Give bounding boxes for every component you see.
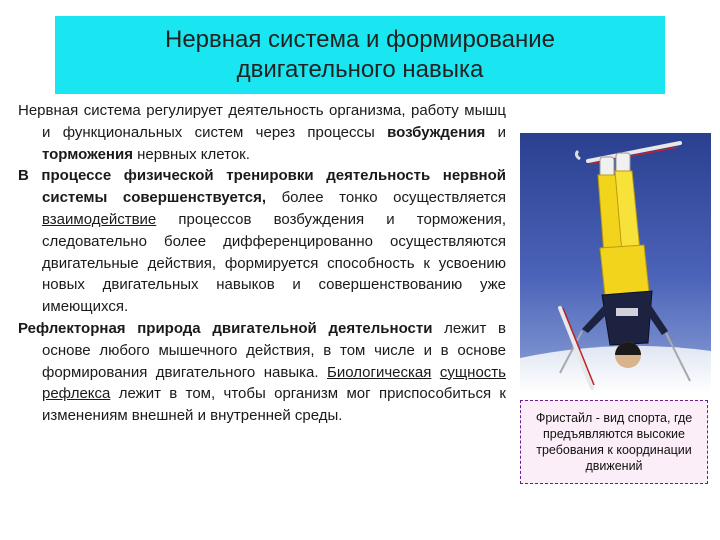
bold-run: Рефлекторная природа двигательной деятельности [18,319,433,337]
text-run: и [485,123,507,141]
slide-title [55,16,665,94]
title-line-1: Нервная система и формирование [165,26,555,53]
text-run: Нервная система регулирует деятельность организма, работу мышц и функциональных систем через процессы [18,102,506,141]
freestyle-skier-photo [520,133,711,393]
text-run: нервных клеток. [132,145,250,163]
text-run: процессов возбуждения и торможения, следовательно более дифференцированно осуществляются двигательные действия, формируется способность к усвоению новых двигательных навыков и совершенствованию уже имеющихся. [42,210,506,316]
text-run: лежит в том, чтобы организм мог приспособиться к изменениям внешней и внутренней среды. [42,385,506,425]
text-run: более тонко осуществляется [266,189,506,207]
term-biological: Биологическая [327,363,432,381]
term-reflex: рефлекса [42,385,111,403]
term-essence: сущность [439,363,506,381]
term-excitation: возбуждения [387,123,486,141]
paragraph-reflex [18,318,506,427]
bold-run: В процессе физической тренировки деятельность нервной системы совершенствуется, [18,167,506,207]
photo-caption [520,400,708,484]
body-text [18,100,506,427]
space [431,364,439,381]
term-inhibition: торможения [42,145,133,163]
caption-text: Фристайл - вид спорта, где предъявляются высокие требования к координации движений [535,411,693,473]
paragraph-nervous-system [18,100,506,165]
title-line-2: двигательного навыка [236,56,484,83]
paragraph-training [18,165,506,318]
text-run: лежит в основе любого мышечного действия, в том числе и в основе формирования двигательного навыка. [42,319,506,381]
term-interaction: взаимодействие [42,210,157,228]
